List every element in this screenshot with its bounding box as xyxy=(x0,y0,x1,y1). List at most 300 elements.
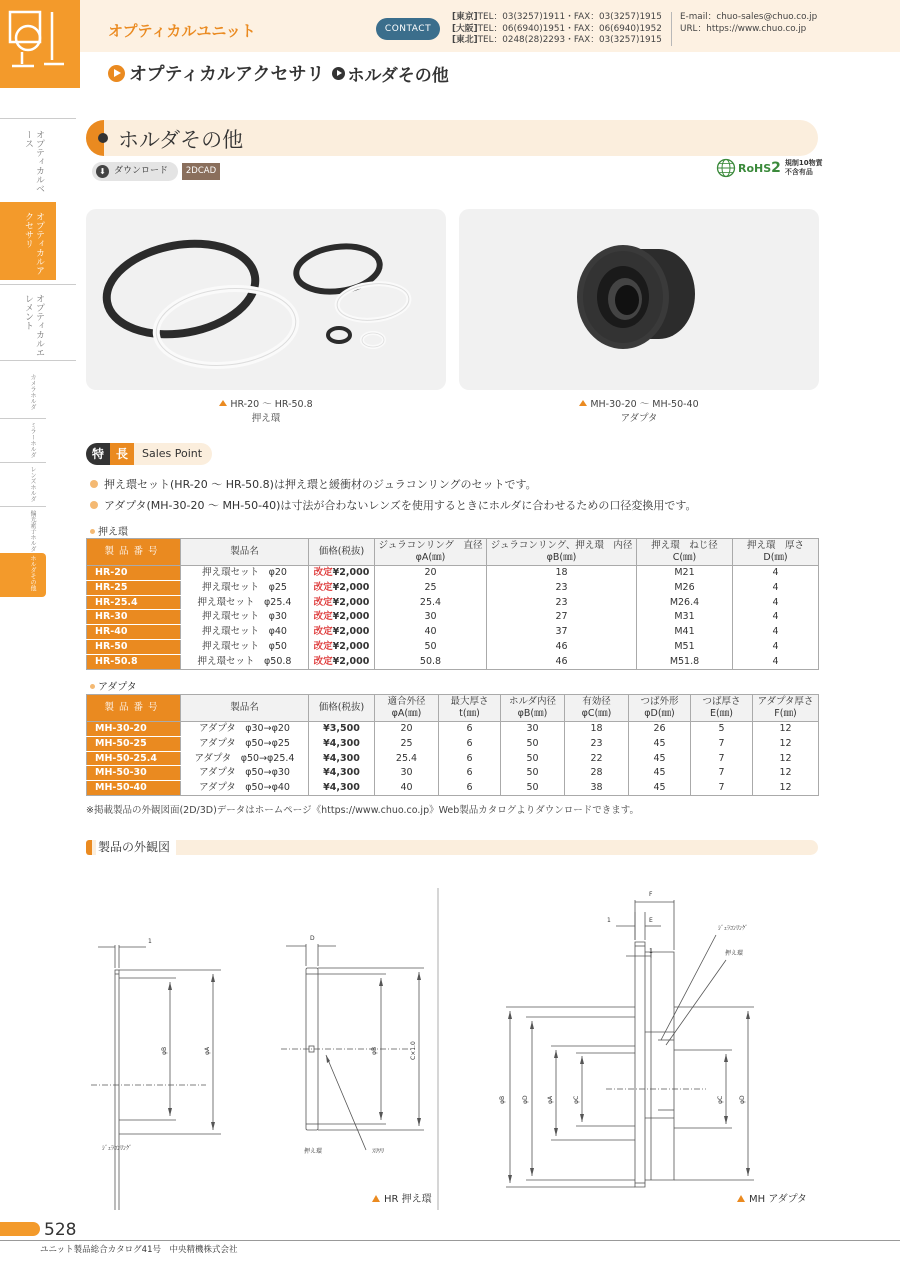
dim-label: φA xyxy=(547,1095,554,1104)
spec-value: 12 xyxy=(753,766,819,781)
spec-value: 4 xyxy=(733,610,819,625)
dim-label: φB xyxy=(499,1095,506,1104)
spec-value: 6 xyxy=(439,722,501,737)
column-header xyxy=(637,539,733,566)
feature-item xyxy=(90,476,537,492)
price-cell xyxy=(309,610,375,625)
triangle-icon xyxy=(372,1195,380,1202)
table-header-row xyxy=(87,539,819,566)
spec-value: 4 xyxy=(733,639,819,654)
price-cell xyxy=(309,654,375,669)
play-icon xyxy=(108,65,125,82)
table-header-row xyxy=(87,695,819,722)
product-number: MH-50-40 xyxy=(87,781,181,796)
spec-value: 45 xyxy=(629,781,691,796)
price-value: ¥2,000 xyxy=(332,655,370,667)
series-title: オプティカルユニット xyxy=(108,22,256,40)
table-row[interactable] xyxy=(87,610,819,625)
bullet-icon xyxy=(90,529,95,534)
product-number: MH-50-30 xyxy=(87,766,181,781)
photo-hr xyxy=(86,209,446,390)
download-button[interactable] xyxy=(92,162,178,181)
product-name: 押え環セット φ25 xyxy=(181,580,309,595)
sidebar-item-mirror[interactable] xyxy=(0,420,46,464)
spec-value: 50 xyxy=(501,766,565,781)
photo-hr-caption xyxy=(86,398,446,426)
adapter-photo xyxy=(459,209,819,390)
dim-label: φA xyxy=(204,1046,211,1055)
column-header xyxy=(439,695,501,722)
spec-value: 28 xyxy=(565,766,629,781)
retaining-ring-photo xyxy=(86,209,446,390)
revised-badge: 改定 xyxy=(313,596,333,608)
column-header-line: 製品名 xyxy=(230,546,259,557)
spec-value: 26 xyxy=(629,722,691,737)
table-label-text: アダプタ xyxy=(98,682,137,693)
spec-value: 6 xyxy=(439,781,501,796)
caption-text: HR 押え環 xyxy=(384,1194,432,1205)
dim-label: φB xyxy=(371,1046,378,1055)
photo-mh-caption xyxy=(459,398,819,426)
column-header-line: ホルダ内径 xyxy=(508,696,557,707)
download-note: ※掲載製品の外観図面(2D/3D)データはホームページ《https://www.chuo.co.jp》Web製品カタログよりダウンロードできます。 xyxy=(86,805,640,816)
column-header-line: 製品番号 xyxy=(104,702,163,713)
column-header-unit: φD(㎜) xyxy=(644,708,675,719)
column-header-unit: φA(㎜) xyxy=(415,552,446,563)
spec-value: 23 xyxy=(487,580,637,595)
dim-label: ｼﾞｭﾗｺﾝﾘﾝｸﾞ xyxy=(718,925,749,932)
sidebar-divider xyxy=(0,506,46,507)
spec-value: 50 xyxy=(501,781,565,796)
column-header-line: 押え環 厚さ xyxy=(746,540,804,551)
sidebar-item-other[interactable] xyxy=(0,553,46,597)
product-name: 押え環セット φ25.4 xyxy=(181,595,309,610)
spec-value: 46 xyxy=(487,639,637,654)
email-link[interactable]: E-mail：chuo-sales@chuo.co.jp xyxy=(680,12,818,22)
column-header xyxy=(309,695,375,722)
tel-text: TEL：06(6940)1951・FAX：06(6940)1952 xyxy=(477,23,662,34)
spec-value: 20 xyxy=(375,566,487,581)
spec-value: 12 xyxy=(753,722,819,737)
column-header-unit: t(㎜) xyxy=(459,708,480,719)
bullet-icon xyxy=(98,133,108,143)
column-header-line: 価格(税抜) xyxy=(318,546,365,557)
dim-label: φC xyxy=(573,1095,580,1104)
column-header-unit: F(㎜) xyxy=(774,708,797,719)
spec-value: 4 xyxy=(733,595,819,610)
bullet-icon xyxy=(90,684,95,689)
triangle-icon xyxy=(219,400,227,406)
sidebar-divider xyxy=(0,284,76,285)
feature-text: アダプタ(MH-30-20 ～ MH-50-40)は寸法が合わないレンズを使用するときにホルダに合わせるための口径変換用です。 xyxy=(104,499,697,512)
product-name: 押え環セット φ50.8 xyxy=(181,654,309,669)
sidebar-tab-label: オプティカルエレメント xyxy=(23,294,44,357)
price-value: ¥4,300 xyxy=(309,751,375,766)
table-row[interactable] xyxy=(87,639,819,654)
sidebar-divider xyxy=(0,118,76,119)
spec-value: 7 xyxy=(691,766,753,781)
dim-label: ｽﾘﾜﾘ xyxy=(372,1148,385,1155)
column-header xyxy=(733,539,819,566)
contact-button[interactable]: CONTACT xyxy=(376,18,440,40)
column-header xyxy=(691,695,753,722)
spec-value: 25 xyxy=(375,580,487,595)
spec-table-hr xyxy=(86,538,819,670)
drawing-hr-caption xyxy=(372,1190,432,1205)
sidebar-tab-element[interactable] xyxy=(0,286,56,358)
drawing-section-accent xyxy=(86,840,92,855)
hr-ring-drawing xyxy=(91,945,221,1210)
sidebar-divider xyxy=(0,462,46,463)
mh-adapter-drawing xyxy=(506,900,754,1187)
table-row[interactable] xyxy=(87,736,819,751)
spec-value: 22 xyxy=(565,751,629,766)
caption-name: アダプタ xyxy=(620,413,658,424)
photo-mh xyxy=(459,209,819,390)
page-title: ホルダその他 xyxy=(118,128,244,152)
download-label: ダウンロード xyxy=(114,166,169,176)
header-divider xyxy=(671,12,672,46)
column-header-line: 価格(税抜) xyxy=(318,702,365,713)
column-header xyxy=(487,539,637,566)
revised-badge: 改定 xyxy=(313,655,333,667)
sidebar-tab-base[interactable] xyxy=(0,120,56,198)
spec-value: 30 xyxy=(375,610,487,625)
dim-label: φD xyxy=(739,1095,746,1104)
spec-value: 40 xyxy=(375,625,487,640)
product-name: アダプタ φ30→φ20 xyxy=(181,722,309,737)
price-value: ¥2,000 xyxy=(332,640,370,652)
spec-value: 18 xyxy=(565,722,629,737)
sidebar-item-label: ミラーホルダ xyxy=(29,422,36,458)
footer-accent xyxy=(0,1222,40,1236)
sidebar-item-label: ホルダその他 xyxy=(29,555,36,591)
table-row[interactable] xyxy=(87,722,819,737)
table-row[interactable] xyxy=(87,580,819,595)
spec-value: 25 xyxy=(375,736,439,751)
product-name: 押え環セット φ50 xyxy=(181,639,309,654)
spec-value: 50 xyxy=(375,639,487,654)
spec-value: 12 xyxy=(753,781,819,796)
product-number: MH-50-25.4 xyxy=(87,751,181,766)
sidebar-item-label: 偏光素子ホルダ xyxy=(29,510,36,552)
sidebar-item-polarizer[interactable] xyxy=(0,508,46,552)
sidebar-divider xyxy=(0,360,76,361)
tel-region: [大阪] xyxy=(452,23,478,34)
table-hr-label xyxy=(90,523,128,538)
caption-line xyxy=(86,398,446,412)
caption-model: HR-20 ～ HR-50.8 xyxy=(230,399,313,410)
revised-badge: 改定 xyxy=(313,611,333,623)
column-header-line: つば外形 xyxy=(640,696,679,707)
table-label-text: 押え環 xyxy=(98,527,128,538)
table-row[interactable] xyxy=(87,751,819,766)
dim-label: D xyxy=(310,935,315,942)
column-header xyxy=(181,539,309,566)
table-row[interactable] xyxy=(87,595,819,610)
tel-region: [東北] xyxy=(452,35,478,45)
price-cell xyxy=(309,566,375,581)
product-name: アダプタ φ50→φ30 xyxy=(181,766,309,781)
table-row[interactable] xyxy=(87,766,819,781)
sidebar-tab-label: オプティカルベース xyxy=(23,130,44,193)
price-cell xyxy=(309,595,375,610)
tel-text: TEL：0248(28)2293・FAX：03(3257)1915 xyxy=(477,35,662,45)
table-row[interactable] xyxy=(87,781,819,796)
bullet-icon xyxy=(90,480,98,488)
feature-item xyxy=(90,497,697,513)
sidebar-item-label: レンズホルダ xyxy=(29,466,36,502)
product-number: HR-25.4 xyxy=(87,595,181,610)
tel-line xyxy=(452,12,662,24)
spec-value: 45 xyxy=(629,736,691,751)
column-header xyxy=(309,539,375,566)
rohs-sub-line: 不含有品 xyxy=(784,168,813,176)
spec-value: 6 xyxy=(439,736,501,751)
spec-value: 25.4 xyxy=(375,595,487,610)
series-logo xyxy=(0,0,80,88)
rohs-number: 2 xyxy=(771,160,781,176)
spec-value: M51 xyxy=(637,639,733,654)
cad-badge[interactable]: 2DCAD xyxy=(182,163,220,180)
column-header-unit: D(㎜) xyxy=(763,552,788,563)
column-header-unit: φB(㎜) xyxy=(546,552,577,563)
price-value: ¥4,300 xyxy=(309,766,375,781)
drawing-section-band xyxy=(86,840,818,855)
hr-retainer-drawing xyxy=(281,944,424,1150)
footer-text: ユニット製品総合カタログ41号 中央精機株式会社 xyxy=(40,1245,238,1255)
spec-value: 6 xyxy=(439,751,501,766)
revised-badge: 改定 xyxy=(313,567,333,579)
dim-label: C×1.0 xyxy=(410,1041,417,1060)
spec-value: 25.4 xyxy=(375,751,439,766)
column-header-line: 最大厚さ xyxy=(450,696,489,707)
product-name: 押え環セット φ40 xyxy=(181,625,309,640)
globe-icon xyxy=(716,158,736,178)
feature-badge-toku: 特 xyxy=(86,443,110,465)
price-value: ¥2,000 xyxy=(332,567,370,579)
dim-label: 押え環 xyxy=(725,950,744,957)
column-header-line: 有効径 xyxy=(582,696,611,707)
revised-badge: 改定 xyxy=(313,626,333,638)
column-header-unit: φA(㎜) xyxy=(391,708,422,719)
rohs-label: RoHS xyxy=(738,161,772,175)
rohs-sub xyxy=(785,159,823,177)
rohs-sub-line: 規制10物質 xyxy=(784,159,823,167)
rohs-badge xyxy=(716,158,823,178)
dim-label: 押え環 xyxy=(304,1148,323,1155)
column-header xyxy=(181,695,309,722)
caption-name: 押え環 xyxy=(251,413,281,424)
spec-value: M21 xyxy=(637,566,733,581)
product-number: MH-30-20 xyxy=(87,722,181,737)
spec-value: 6 xyxy=(439,766,501,781)
caption-line xyxy=(459,398,819,412)
column-header xyxy=(87,539,181,566)
dim-label: 1 xyxy=(148,938,152,945)
breadcrumb xyxy=(108,60,449,86)
column-header xyxy=(375,539,487,566)
product-name: 押え環セット φ30 xyxy=(181,610,309,625)
footer-divider xyxy=(0,1240,900,1241)
spec-value: 30 xyxy=(501,722,565,737)
technical-drawing xyxy=(86,860,818,1210)
revised-badge: 改定 xyxy=(313,581,333,593)
spec-value: 7 xyxy=(691,736,753,751)
spec-value: 30 xyxy=(375,766,439,781)
spec-value: M31 xyxy=(637,610,733,625)
revised-badge: 改定 xyxy=(313,640,333,652)
product-number: HR-20 xyxy=(87,566,181,581)
table-row[interactable] xyxy=(87,625,819,640)
dim-label: E xyxy=(649,917,653,924)
dim-label: F xyxy=(649,891,653,898)
spec-value: 20 xyxy=(375,722,439,737)
spec-value: 12 xyxy=(753,736,819,751)
dim-label: φB xyxy=(161,1046,168,1055)
spec-value: M26.4 xyxy=(637,595,733,610)
download-icon: ⬇ xyxy=(96,165,109,178)
table-row[interactable] xyxy=(87,566,819,581)
table-mh-label xyxy=(90,678,137,693)
spec-value: 7 xyxy=(691,781,753,796)
dim-label: φC xyxy=(717,1095,724,1104)
spec-value: 12 xyxy=(753,751,819,766)
price-value: ¥2,000 xyxy=(332,581,370,593)
price-value: ¥4,300 xyxy=(309,781,375,796)
feature-badge-cho: 長 xyxy=(110,443,134,465)
product-name: 押え環セット φ20 xyxy=(181,566,309,581)
price-value: ¥2,000 xyxy=(332,596,370,608)
bullet-icon xyxy=(90,501,98,509)
sidebar-item-label: カメラホルダ xyxy=(29,374,36,410)
tel-line xyxy=(452,35,662,47)
price-value: ¥3,500 xyxy=(309,722,375,737)
sidebar-tab-label: オプティカルアクセサリ xyxy=(23,212,44,275)
product-number: HR-40 xyxy=(87,625,181,640)
spec-value: M51.8 xyxy=(637,654,733,669)
product-name: アダプタ φ50→φ25.4 xyxy=(181,751,309,766)
drawing-mh-caption xyxy=(737,1190,807,1205)
breadcrumb-main[interactable]: オプティカルアクセサリ xyxy=(129,64,325,85)
play-icon xyxy=(332,67,345,80)
spec-value: 50 xyxy=(501,736,565,751)
column-header-line: つば厚さ xyxy=(702,696,741,707)
dim-label: ｼﾞｭﾗｺﾝﾘﾝｸﾞ xyxy=(102,1145,133,1152)
product-name: アダプタ φ50→φ40 xyxy=(181,781,309,796)
spec-value: 45 xyxy=(629,766,691,781)
spec-value: 23 xyxy=(487,595,637,610)
spec-value: 50.8 xyxy=(375,654,487,669)
product-number: HR-30 xyxy=(87,610,181,625)
price-cell xyxy=(309,625,375,640)
sidebar-tab-accessory[interactable] xyxy=(0,202,56,280)
triangle-icon xyxy=(737,1195,745,1202)
column-header-unit: C(㎜) xyxy=(672,552,697,563)
table-row[interactable] xyxy=(87,654,819,669)
column-header-line: 製品名 xyxy=(230,702,259,713)
column-header xyxy=(501,695,565,722)
product-number: HR-50.8 xyxy=(87,654,181,669)
spec-value: 4 xyxy=(733,625,819,640)
product-number: HR-25 xyxy=(87,580,181,595)
column-header-unit: φB(㎜) xyxy=(517,708,548,719)
column-header-line: 押え環 ねじ径 xyxy=(651,540,718,551)
spec-value: 40 xyxy=(375,781,439,796)
contact-info xyxy=(680,12,817,35)
tel-block xyxy=(452,12,662,47)
column-header-line: 適合外径 xyxy=(387,696,426,707)
feature-text: 押え環セット(HR-20 ～ HR-50.8)は押え環と緩衝材のジュラコンリングのセットです。 xyxy=(104,478,537,491)
spec-value: M41 xyxy=(637,625,733,640)
column-header-line: アダプタ厚さ xyxy=(757,696,814,707)
price-value: ¥2,000 xyxy=(332,611,370,623)
spec-value: 4 xyxy=(733,654,819,669)
triangle-icon xyxy=(579,400,587,406)
spec-value: M26 xyxy=(637,580,733,595)
tel-line xyxy=(452,24,662,36)
tel-region: [東京] xyxy=(452,12,478,22)
spec-value: 5 xyxy=(691,722,753,737)
column-header xyxy=(87,695,181,722)
price-cell xyxy=(309,639,375,654)
column-header xyxy=(375,695,439,722)
price-value: ¥2,000 xyxy=(332,626,370,638)
spec-value: 50 xyxy=(501,751,565,766)
spec-value: 4 xyxy=(733,580,819,595)
column-header xyxy=(565,695,629,722)
optical-unit-icon xyxy=(8,8,72,72)
column-header-unit: E(㎜) xyxy=(710,708,733,719)
sidebar-item-camera[interactable] xyxy=(0,372,46,416)
url-link[interactable]: URL：https://www.chuo.co.jp xyxy=(680,23,807,34)
product-number: MH-50-25 xyxy=(87,736,181,751)
caption-model: MH-30-20 ～ MH-50-40 xyxy=(590,399,699,410)
dim-label: 1 xyxy=(607,917,611,924)
product-number: HR-50 xyxy=(87,639,181,654)
column-header-line: 製品番号 xyxy=(104,546,163,557)
spec-value: 7 xyxy=(691,751,753,766)
caption-text: MH アダプタ xyxy=(749,1194,807,1205)
spec-value: 46 xyxy=(487,654,637,669)
spec-value: 18 xyxy=(487,566,637,581)
dim-label: φD xyxy=(522,1095,529,1104)
spec-value: 38 xyxy=(565,781,629,796)
column-header xyxy=(753,695,819,722)
column-header-unit: φC(㎜) xyxy=(581,708,612,719)
dim-label: 1 xyxy=(649,948,653,955)
page-number: 528 xyxy=(44,1220,77,1240)
breadcrumb-sub-wrap xyxy=(332,61,448,86)
spec-value: 23 xyxy=(565,736,629,751)
column-header-line: ジュラコンリング、押え環 内径 xyxy=(490,540,633,551)
spec-value: 37 xyxy=(487,625,637,640)
sidebar-divider xyxy=(0,418,46,419)
product-name: アダプタ φ50→φ25 xyxy=(181,736,309,751)
price-value: ¥4,300 xyxy=(309,736,375,751)
spec-value: 27 xyxy=(487,610,637,625)
tel-text: TEL：03(3257)1911・FAX：03(3257)1915 xyxy=(477,12,662,22)
spec-value: 4 xyxy=(733,566,819,581)
breadcrumb-sub[interactable]: ホルダその他 xyxy=(347,65,449,86)
sidebar-item-lens[interactable] xyxy=(0,464,46,508)
price-cell xyxy=(309,580,375,595)
drawing-section-title: 製品の外観図 xyxy=(96,838,176,855)
column-header xyxy=(629,695,691,722)
sales-point-label: Sales Point xyxy=(134,443,212,465)
column-header-line: ジュラコンリング 直径 xyxy=(378,540,483,551)
spec-table-mh xyxy=(86,694,819,796)
